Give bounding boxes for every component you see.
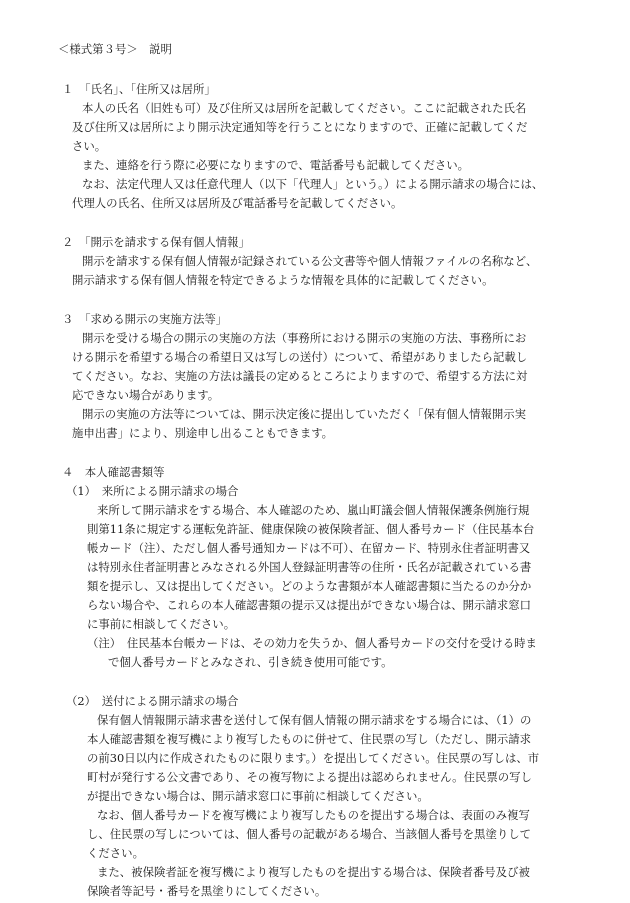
document-title: ＜様式第３号＞ 説明 xyxy=(58,42,172,56)
section-1-line: なお、法定代理人又は任意代理人（以下「代理人」という。）による開示請求の場合には、 xyxy=(82,177,544,191)
section-3-line: 施申出書」により、別途申し出ることもできます。 xyxy=(72,426,334,440)
section-4-1-line: らない場合や、これらの本人確認書類の提示又は提出ができない場合は、開示請求窓口 xyxy=(87,598,532,612)
section-3-line: 開示を受ける場合の開示の実施の方法（事務所における開示の実施の方法、事務所にお xyxy=(82,331,527,345)
section-4-1-line: 帳カード（注）、ただし個人番号通知カードは不可）、在留カード、特別永住者証明書又 xyxy=(87,541,531,555)
section-4-heading: ４ 本人確認書類等 xyxy=(62,465,165,479)
section-3-line: 開示の実施の方法等については、開示決定後に提出していただく「保有個人情報開示実 xyxy=(82,407,527,421)
section-2-line: 開示請求する保有個人情報を特定できるような情報を具体的に記載してください。 xyxy=(72,273,494,287)
section-1-line: 本人の氏名（旧姓も可）及び住所又は居所を記載してください。ここに記載された氏名 xyxy=(82,101,527,115)
section-1-line: また、連絡を行う際に必要になりますので、電話番号も記載してください。 xyxy=(82,158,470,172)
section-4-2-line: し、住民票の写しについては、個人番号の記載がある場合、当該個人番号を黒塗りして xyxy=(87,827,532,841)
section-4-1-line: 類を提示し、又は提出してください。どのような書類が本人確認書類に当たるのか分か xyxy=(87,579,532,593)
section-4-2-line: また、被保険者証を複写機により複写したものを提出する場合は、保険者番号及び被 xyxy=(97,865,530,879)
section-4-2-line: が提出できない場合は、開示請求窓口に事前に相談してください。 xyxy=(87,789,429,803)
section-4-1-line: 則第11条に規定する運転免許証、健康保険の被保険者証、個人番号カード（住民基本台 xyxy=(87,522,535,536)
section-1-line: 及び住所又は居所により開示決定通知等を行うことになりますので、正確に記載してくだ xyxy=(72,120,528,134)
section-4-2-line: 保険者等記号・番号を黒塗りにしてください。 xyxy=(87,884,327,898)
section-4-1-line: は特別永住者証明書とみなされる外国人登録証明書等の住所・氏名が記載されている書 xyxy=(87,560,532,574)
section-3-line: てください。なお、実施の方法は議長の定めるところによりますので、希望する方法に対 xyxy=(72,369,528,383)
section-4-2-line: 保有個人情報開示請求書を送付して保有個人情報の開示請求をする場合には、（1）の xyxy=(97,713,532,727)
section-2-heading: ２ 「開示を請求する保有個人情報」 xyxy=(62,235,250,249)
section-3-line: 応できない場合があります。 xyxy=(72,388,220,402)
section-4-1-heading: （1） 来所による開示請求の場合 xyxy=(66,484,239,498)
section-4-2-line: の前30日以内に作成されたものに限ります。）を提出してください。住民票の写しは、市 xyxy=(87,751,540,765)
section-4-2-heading: （2） 送付による開示請求の場合 xyxy=(66,694,239,708)
section-1-line: さい。 xyxy=(72,139,107,153)
section-1-line: 代理人の氏名、住所又は居所及び電話番号を記載してください。 xyxy=(72,196,403,210)
section-2-line: 開示を請求する保有個人情報が記録されている公文書等や個人情報ファイルの名称など、 xyxy=(82,254,538,268)
section-4-1-line: 来所して開示請求をする場合、本人確認のため、嵐山町議会個人情報保護条例施行規 xyxy=(97,503,530,517)
section-4-1-note: （注） 住民基本台帳カードは、その効力を失うか、個人番号カードの交付を受ける時ま xyxy=(87,636,537,650)
section-4-1-note: で個人番号カードとみなされ、引き続き使用可能です。 xyxy=(108,655,393,669)
section-4-1-line: に事前に相談してください。 xyxy=(87,617,236,631)
section-4-2-line: ください。 xyxy=(87,846,144,860)
section-4-2-line: 本人確認書類を複写機により複写したものに併せて、住民票の写し（ただし、開示請求 xyxy=(87,732,532,746)
section-1-heading: １ 「氏名」、「住所又は居所」 xyxy=(62,82,216,96)
section-3-line: ける開示を希望する場合の希望日又は写しの送付）について、希望がありましたら記載し xyxy=(72,350,528,364)
section-3-heading: ３ 「求める開示の実施方法等」 xyxy=(62,312,228,326)
section-4-2-line: なお、個人番号カードを複写機により複写したものを提出する場合は、表面のみ複写 xyxy=(97,808,530,822)
section-4-2-line: 町村が発行する公文書であり、その複写物による提出は認められません。住民票の写し xyxy=(87,770,532,784)
